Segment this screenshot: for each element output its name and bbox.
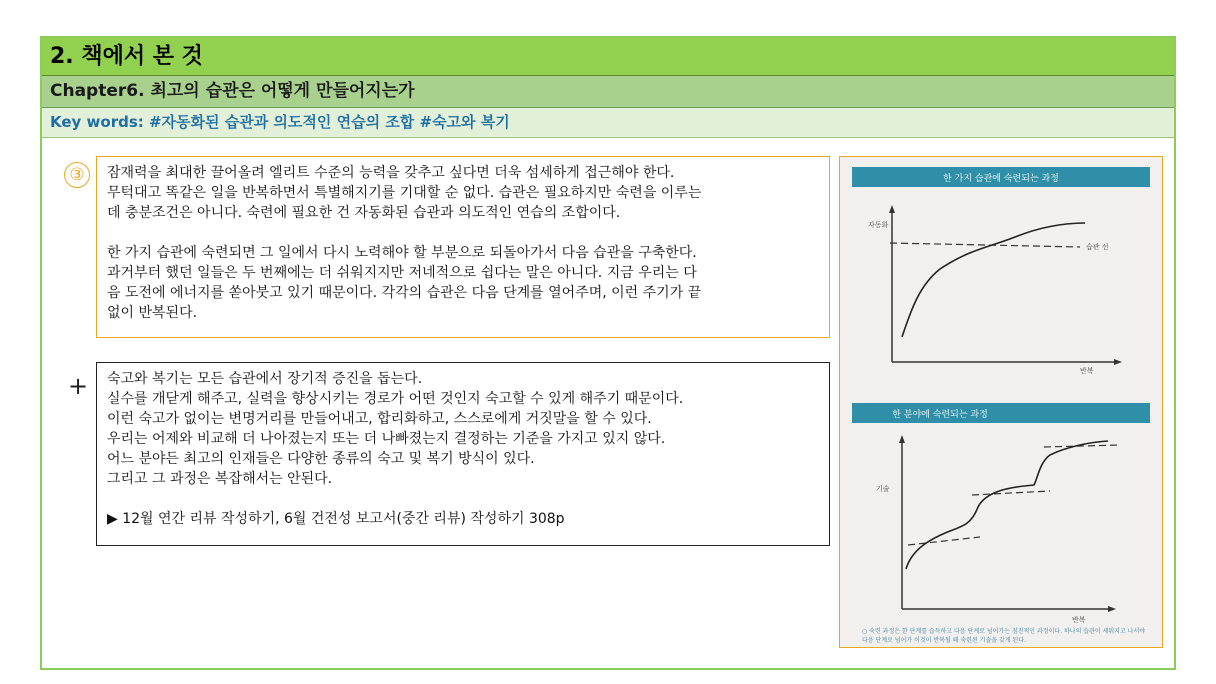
- section-title: 2. 책에서 본 것: [42, 38, 1174, 76]
- chart1-xlabel: 반복: [1080, 367, 1094, 375]
- chart2-curve: [906, 441, 1108, 569]
- keywords-line: Key words: #자동화된 습관과 의도적인 연습의 조합 #숙고와 복기: [42, 108, 1174, 138]
- chart2-y-arrow: [899, 435, 905, 443]
- chart1-y-arrow: [889, 205, 895, 213]
- slide-frame: [40, 36, 1176, 670]
- summary-2-paragraph-2: ▶ 12월 연간 리뷰 작성하기, 6월 건전성 보고서(중간 리뷰) 작성하기 308p: [107, 511, 565, 527]
- circled-number-marker: ③: [64, 162, 90, 188]
- chart1-ylabel: 자동화: [868, 221, 889, 229]
- summary-2-paragraph-1: 숙고와 복기는 모든 습관에서 장기적 증진을 돕는다. 실수를 개닫게 해주고, 실력을 향상시키는 경로가 어떤 것인지 숙고할 수 있게 해주기 때문이다. 이런 숙고가 없이는 변명거리를 만들어내고, 합리화하고, 스스로에게 거짓말을 할 수 있다. 우리는 어제와 비교해 더 나아졌는지 또는 더 나빠졌는지 결정하는 기준을 가지고 있지 않다. 어느 분야든 최고의 인재들은 다양한 종류의 숙고 및 복기 방식이 있다. 그리고 그 과정은 복잡해서는 안된다.: [107, 371, 684, 487]
- summary-box-2: [96, 362, 830, 546]
- chart2-x-arrow: [1108, 606, 1116, 612]
- chapter-title: Chapter6. 최고의 습관은 어떻게 만들어지는가: [42, 76, 1174, 108]
- book-page-illustration: [840, 157, 1162, 647]
- chart2-xlabel: 반복: [1072, 616, 1086, 624]
- chart1-x-arrow: [1114, 359, 1122, 365]
- chart2-title: 한 분야에 숙련되는 과정: [892, 410, 988, 420]
- book-page-photo: [839, 156, 1163, 648]
- summary-1-paragraph-2: 한 가지 습관에 숙련되면 그 일에서 다시 노력해야 할 부분으로 되돌아가서 다음 습관을 구축한다. 과거부터 했던 일들은 두 번째에는 더 쉬워지지만 저네적으로 쉽다는 말은 아니다. 지금 우리는 다 음 도전에 에너지를 쏟아붓고 있기 때문이다. 각각의 습관은 다음 단계를 열어주며, 이런 주기가 끝 없이 반복된다.: [107, 245, 702, 321]
- chart2-ylabel: 기술: [876, 485, 890, 493]
- chart2-step1-line: [908, 537, 980, 545]
- chart1-title: 한 가지 습관에 숙련되는 과정: [943, 174, 1059, 184]
- summary-1-paragraph-1: 잠재력을 최대한 끌어올려 엘리트 수준의 능력을 갖추고 싶다면 더욱 섬세하게 접근해야 한다. 무턱대고 똑같은 일을 반복하면서 특별해지기를 기대할 순 없다. 습관은 필요하지만 숙련을 이루는 데 충분조건은 아니다. 숙련에 필요한 건 자동화된 습관과 의도적인 연습의 조합이다.: [107, 165, 702, 221]
- chart2-step2-line: [972, 491, 1050, 495]
- chart1-threshold-line: [890, 243, 1080, 247]
- summary-box-1: [96, 156, 830, 338]
- book-caption: ○ 숙련 과정은 한 단계를 습득하고 다음 단계로 넘어가는 점진적인 과정이다. 하나의 습관이 세워지고 나서야 다음 단계로 넘어가 이것이 반복될 때 숙련된 기술을 갖게 된다.: [862, 628, 1146, 644]
- chart1-curve: [902, 223, 1085, 337]
- plus-marker: +: [68, 372, 89, 400]
- chart1-threshold-label: 습관 선: [1086, 243, 1109, 251]
